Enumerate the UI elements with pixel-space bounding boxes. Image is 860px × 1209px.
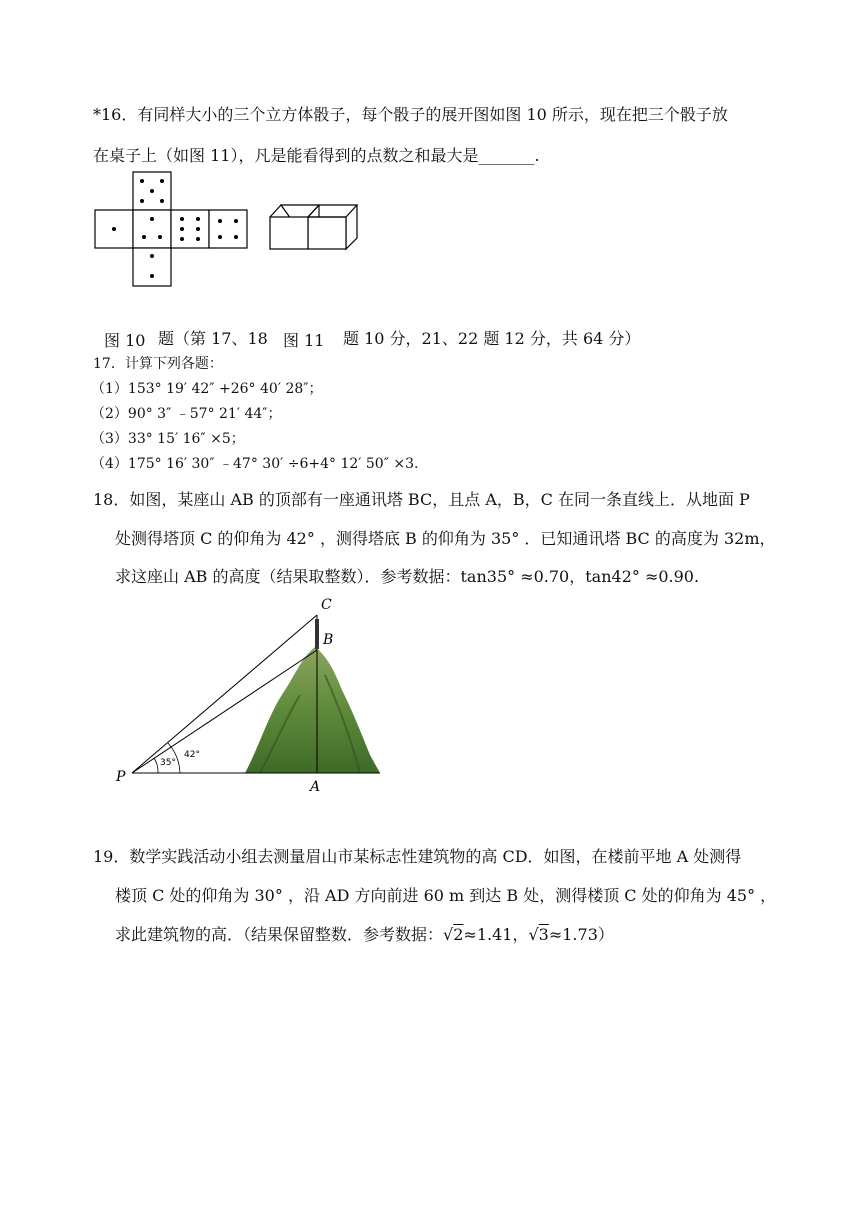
approx3: ≈1.73）	[548, 925, 614, 944]
caption-middle: 题（第 17、18	[158, 329, 268, 348]
dice-face-right2	[209, 210, 247, 248]
dice-face-bottom	[133, 248, 171, 286]
three-cubes-figure	[268, 205, 360, 255]
label-B: B	[323, 632, 334, 648]
mountain-shape	[245, 647, 380, 773]
approx2: ≈1.41，	[463, 925, 529, 944]
q18-line3: 求这座山 AB 的高度（结果取整数）．参考数据：tan35° ≈0.70，tan42° ≈0.90.	[115, 567, 700, 586]
q17-item-3: （3）33° 15′ 16″ ×5；	[91, 431, 245, 447]
label-C: C	[321, 597, 332, 613]
q17-item-1: （1）153° 19′ 42″ +26° 40′ 28″；	[91, 381, 323, 397]
tower	[315, 619, 319, 649]
q18-line1: 18．如图，某座山 AB 的顶部有一座通讯塔 BC，且点 A，B，C 在同一条直线上．从地面 P	[93, 490, 750, 509]
sqrt3-expression: √3	[528, 925, 549, 944]
q19-line3-text: 求此建筑物的高．（结果保留整数．参考数据：	[115, 925, 444, 944]
q19-line2: 楼顶 C 处的仰角为 30° ，沿 AD 方向前进 60 m 到达 B 处，测得楼顶 C 处的仰角为 45° ，	[115, 886, 777, 905]
caption-fig10: 图 10	[104, 331, 146, 350]
angle-35-label: 35°	[160, 758, 176, 768]
q16-line1: *16．有同样大小的三个立方体骰子，每个骰子的展开图如图 10 所示，现在把三个骰子放	[93, 105, 728, 124]
q19-line3	[115, 922, 614, 945]
dice-net-figure	[94, 171, 250, 286]
q19-line1: 19．数学实践活动小组去测量眉山市某标志性建筑物的高 CD．如图，在楼前平地 A 处测得	[93, 847, 742, 866]
dice-face-center	[133, 210, 171, 248]
q17-item-2: （2）90° 3″ ﹣57° 21′ 44″；	[91, 406, 282, 422]
angle-42-label: 42°	[184, 750, 200, 760]
q17-item-4: （4）175° 16′ 30″ ﹣47° 30′ ÷6+4° 12′ 50″ ×3.	[91, 456, 419, 472]
caption-fig11: 图 11	[283, 331, 325, 350]
q17-title: 17．计算下列各题：	[93, 356, 223, 372]
dice-face-right1	[171, 210, 209, 248]
q16-line2: 在桌子上（如图 11），凡是能看得到的点数之和最大是_______.	[93, 146, 540, 165]
label-A: A	[310, 779, 321, 795]
sqrt2-radicand: 2	[453, 925, 464, 944]
caption-right: 题 10 分，21、22 题 12 分，共 64 分）	[343, 329, 641, 348]
sqrt3-radicand: 3	[538, 925, 549, 944]
sqrt2-expression: √2	[443, 925, 464, 944]
label-P: P	[116, 769, 126, 785]
mountain-tower-figure	[110, 595, 390, 795]
q18-line2: 处测得塔顶 C 的仰角为 42° ，测得塔底 B 的仰角为 35° ．已知通讯塔 BC 的高度为 32m，	[115, 529, 776, 548]
